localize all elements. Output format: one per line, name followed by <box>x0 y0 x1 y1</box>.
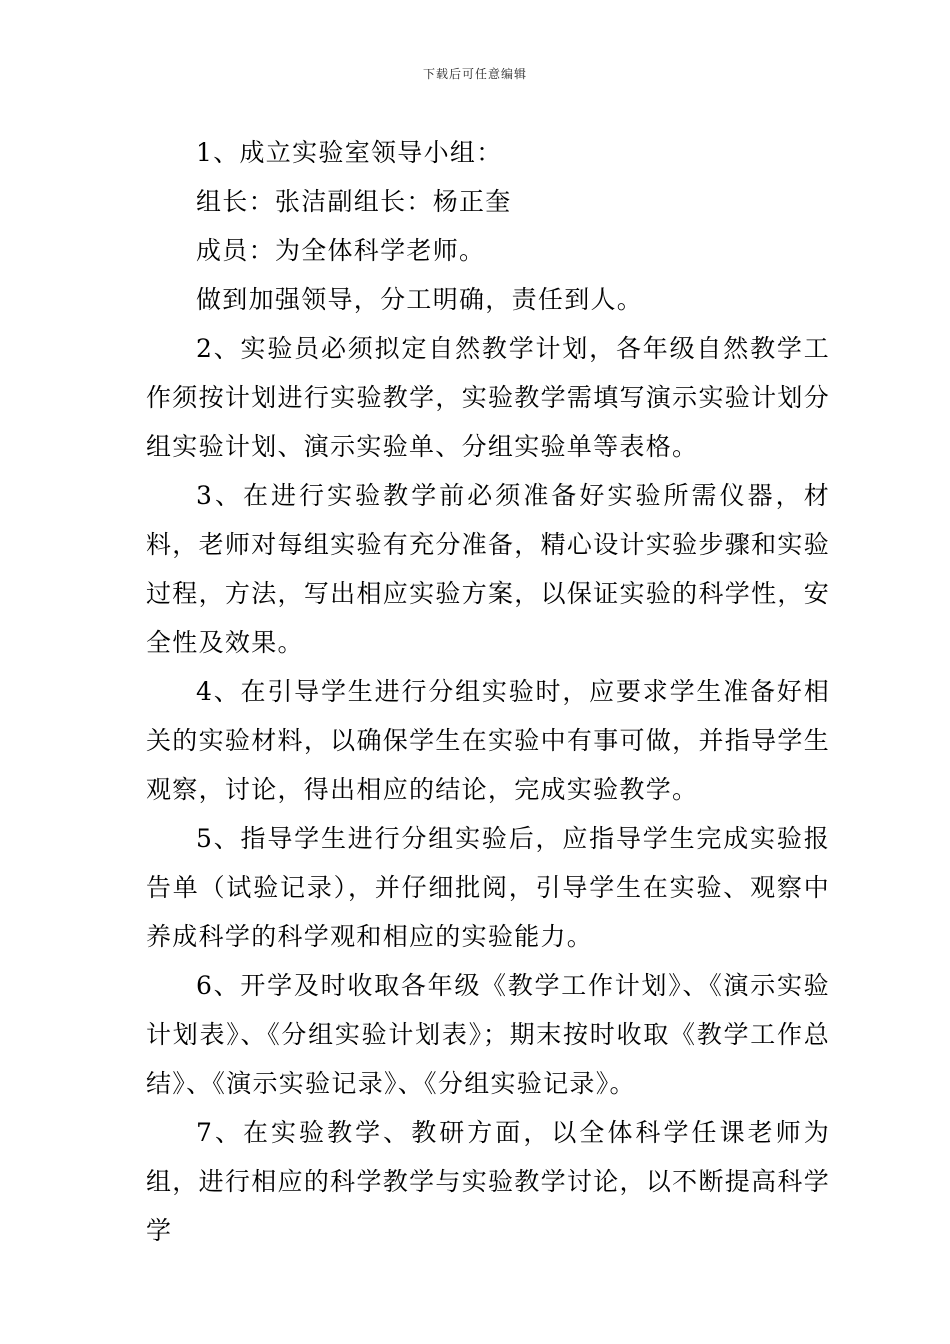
page-header: 下载后可任意编辑 <box>422 67 527 81</box>
paragraph-3: 成员：为全体科学老师。 <box>196 236 486 265</box>
paragraph-4: 做到加强领导，分工明确，责任到人。 <box>196 285 644 314</box>
paragraph-10: 7、在实验教学、教研方面，以全体科学任课老师为组，进行相应的科学教学与实验教学讨论，以不断提高科学学 <box>146 1118 830 1245</box>
paragraph-5: 2、实验员必须拟定自然教学计划，各年级自然教学工作须按计划进行实验教学，实验教学需填写演示实验计划分组实验计划、演示实验单、分组实验单等表格。 <box>146 334 830 461</box>
document-body <box>146 128 830 1255</box>
paragraph-9: 6、开学及时收取各年级《教学工作计划》、《演示实验计划表》、《分组实验计划表》；期末按时收取《教学工作总结》、《演示实验记录》、《分组实验记录》。 <box>146 971 830 1098</box>
paragraph-6: 3、在进行实验教学前必须准备好实验所需仪器，材料，老师对每组实验有充分准备，精心设计实验步骤和实验过程，方法，写出相应实验方案，以保证实验的科学性，安全性及效果。 <box>146 481 830 657</box>
paragraph-8: 5、指导学生进行分组实验后，应指导学生完成实验报告单（试验记录），并仔细批阅，引导学生在实验、观察中养成科学的科学观和相应的实验能力。 <box>146 824 830 951</box>
paragraph-2: 组长：张洁副组长：杨正奎 <box>196 187 512 216</box>
paragraph-1: 1、成立实验室领导小组： <box>196 138 503 167</box>
paragraph-7: 4、在引导学生进行分组实验时，应要求学生准备好相关的实验材料，以确保学生在实验中有事可做，并指导学生观察，讨论，得出相应的结论，完成实验教学。 <box>146 677 830 804</box>
